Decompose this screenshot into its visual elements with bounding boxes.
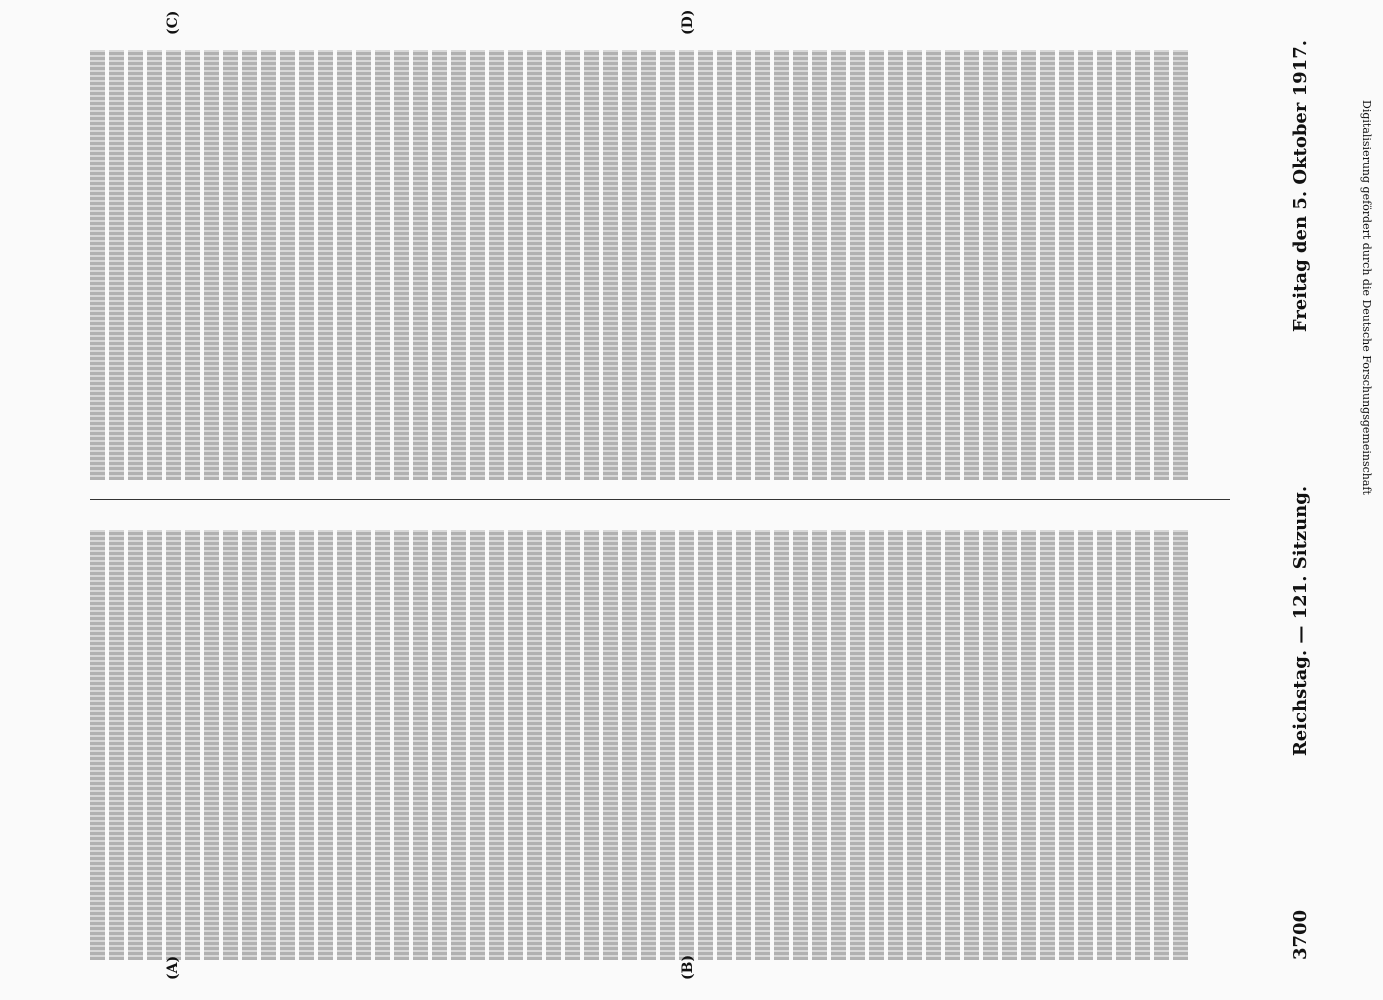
text-line	[755, 50, 770, 480]
text-line	[584, 50, 599, 480]
text-line	[185, 530, 200, 960]
text-line	[1116, 530, 1131, 960]
left-column	[90, 530, 1230, 960]
text-line	[983, 530, 998, 960]
text-line	[280, 530, 295, 960]
text-line	[470, 50, 485, 480]
text-line	[869, 530, 884, 960]
text-line	[1097, 50, 1112, 480]
text-line	[660, 530, 675, 960]
text-line	[888, 50, 903, 480]
text-line	[318, 530, 333, 960]
text-line	[622, 50, 637, 480]
text-line	[1097, 530, 1112, 960]
text-line	[185, 50, 200, 480]
text-line	[926, 530, 941, 960]
text-line	[907, 50, 922, 480]
text-line	[1021, 530, 1036, 960]
text-line	[831, 50, 846, 480]
session-title: Reichstag. — 121. Sitzung.	[1289, 485, 1311, 757]
text-line	[603, 50, 618, 480]
page-header	[1280, 40, 1320, 960]
text-line	[375, 530, 390, 960]
text-line	[451, 530, 466, 960]
text-line	[90, 530, 105, 960]
text-line	[1116, 50, 1131, 480]
text-line	[622, 530, 637, 960]
text-line	[489, 530, 504, 960]
column-divider	[90, 499, 1230, 500]
text-line	[432, 530, 447, 960]
text-line	[1002, 530, 1017, 960]
text-line	[812, 530, 827, 960]
text-line	[1040, 530, 1055, 960]
text-line	[565, 50, 580, 480]
text-line	[223, 530, 238, 960]
text-line	[242, 50, 257, 480]
text-line	[128, 530, 143, 960]
text-line	[679, 530, 694, 960]
text-line	[1154, 530, 1169, 960]
text-line	[736, 530, 751, 960]
text-line	[1059, 530, 1074, 960]
text-line	[432, 50, 447, 480]
text-line	[413, 530, 428, 960]
text-line	[1154, 50, 1169, 480]
text-line	[299, 50, 314, 480]
text-line	[926, 50, 941, 480]
text-line	[641, 530, 656, 960]
margin-mark-c: (C)	[165, 10, 181, 35]
text-line	[527, 50, 542, 480]
text-line	[1002, 50, 1017, 480]
text-line	[812, 50, 827, 480]
text-line	[147, 530, 162, 960]
text-line	[527, 530, 542, 960]
text-line	[223, 50, 238, 480]
text-line	[964, 50, 979, 480]
text-line	[394, 50, 409, 480]
text-line	[413, 50, 428, 480]
text-line	[147, 50, 162, 480]
text-line	[337, 530, 352, 960]
text-line	[679, 50, 694, 480]
text-line	[489, 50, 504, 480]
text-line	[1078, 50, 1093, 480]
text-line	[1173, 530, 1188, 960]
text-line	[356, 530, 371, 960]
text-line	[793, 50, 808, 480]
text-line	[242, 530, 257, 960]
text-line	[1173, 50, 1188, 480]
text-line	[109, 530, 124, 960]
text-line	[128, 50, 143, 480]
text-line	[584, 530, 599, 960]
margin-mark-a: (A)	[165, 955, 181, 980]
text-line	[850, 530, 865, 960]
text-line	[983, 50, 998, 480]
text-line	[204, 530, 219, 960]
text-line	[793, 530, 808, 960]
text-line	[299, 530, 314, 960]
text-line	[394, 530, 409, 960]
text-line	[318, 50, 333, 480]
text-line	[660, 50, 675, 480]
text-line	[166, 530, 181, 960]
text-line	[850, 50, 865, 480]
text-line	[964, 530, 979, 960]
text-line	[755, 530, 770, 960]
text-line	[451, 50, 466, 480]
text-line	[698, 530, 713, 960]
margin-mark-b: (B)	[680, 954, 696, 980]
text-line	[774, 530, 789, 960]
text-line	[356, 50, 371, 480]
text-line	[109, 50, 124, 480]
text-line	[261, 530, 276, 960]
text-line	[603, 530, 618, 960]
text-line	[546, 530, 561, 960]
page-number: 3700	[1289, 909, 1311, 960]
text-line	[945, 530, 960, 960]
text-line	[565, 530, 580, 960]
right-column	[90, 50, 1230, 480]
text-line	[204, 50, 219, 480]
text-line	[736, 50, 751, 480]
text-line	[869, 50, 884, 480]
text-line	[1040, 50, 1055, 480]
text-line	[337, 50, 352, 480]
margin-mark-d: (D)	[680, 9, 696, 35]
text-line	[1135, 530, 1150, 960]
text-line	[1059, 50, 1074, 480]
text-line	[1078, 530, 1093, 960]
text-line	[90, 50, 105, 480]
session-date: Freitag den 5. Oktober 1917.	[1289, 40, 1311, 333]
text-line	[508, 50, 523, 480]
text-line	[945, 50, 960, 480]
text-line	[1135, 50, 1150, 480]
text-line	[717, 50, 732, 480]
text-line	[166, 50, 181, 480]
text-line	[907, 530, 922, 960]
text-line	[888, 530, 903, 960]
text-line	[280, 50, 295, 480]
digitization-footer: Digitalisierung gefördert durch die Deutsche Forschungsgemeinschaft	[1360, 100, 1373, 495]
text-line	[774, 50, 789, 480]
text-line	[1021, 50, 1036, 480]
text-line	[717, 530, 732, 960]
text-line	[831, 530, 846, 960]
text-line	[698, 50, 713, 480]
text-line	[261, 50, 276, 480]
text-line	[508, 530, 523, 960]
text-line	[375, 50, 390, 480]
text-line	[641, 50, 656, 480]
text-line	[470, 530, 485, 960]
text-line	[546, 50, 561, 480]
